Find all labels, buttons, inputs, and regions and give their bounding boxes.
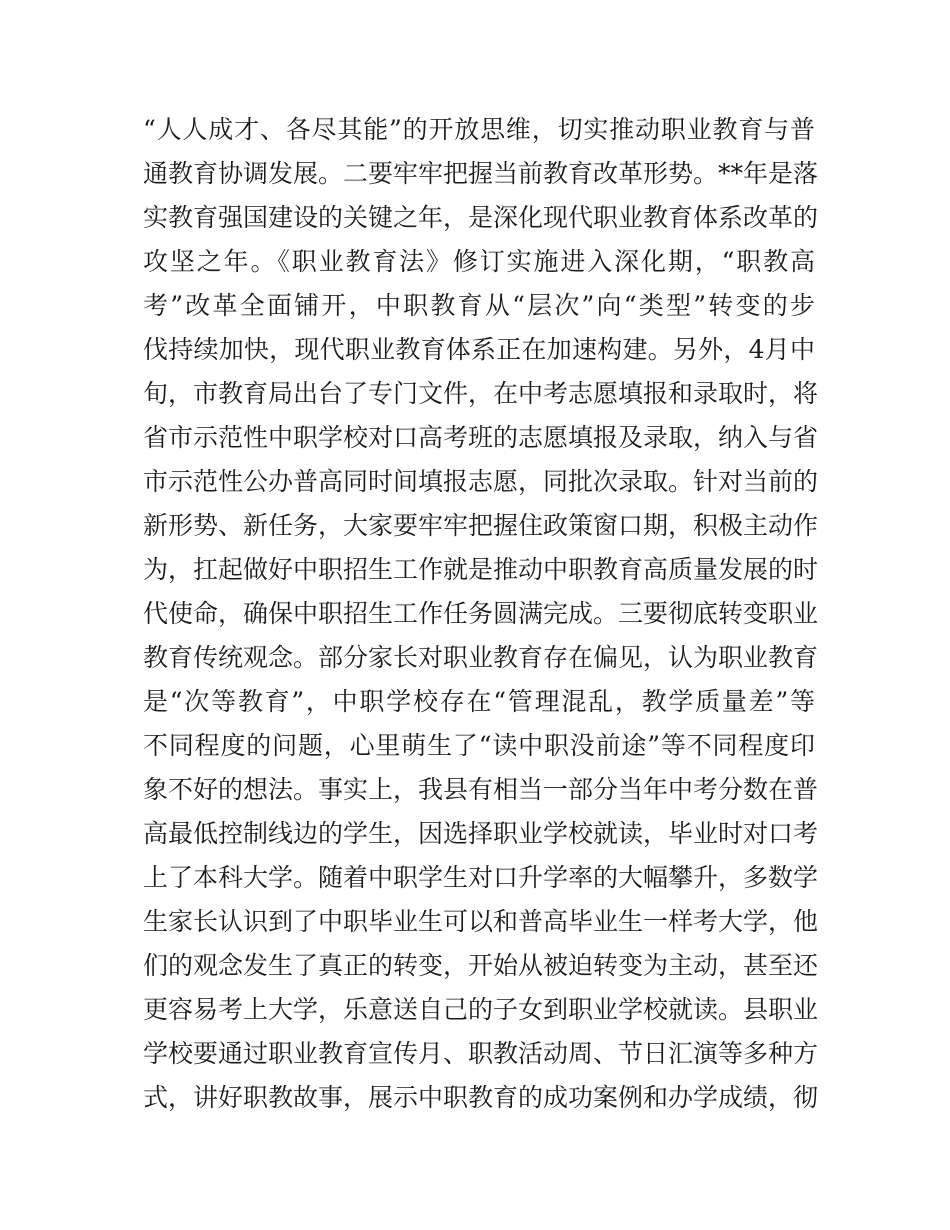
text-line-13: 教育传统观念。部分家长对职业教育存在偏见，认为职业教育 [143, 643, 819, 672]
body-paragraph [143, 108, 819, 1120]
text-line-22: 学校要通过职业教育宣传月、职教活动周、节日汇演等多种方 [143, 1039, 819, 1068]
text-line-5: 考”改革全面铺开，中职教育从“层次”向“类型”转变的步 [143, 291, 815, 320]
text-line-6: 伐持续加快，现代职业教育体系正在加速构建。另外，4月中 [143, 335, 815, 364]
text-line-14: 是“次等教育”，中职学校存在“管理混乱，教学质量差”等 [143, 687, 815, 716]
text-line-9: 市示范性公办普高同时间填报志愿，同批次录取。针对当前的 [143, 467, 819, 496]
text-line-15: 不同程度的问题，心里萌生了“读中职没前途”等不同程度印 [143, 731, 815, 760]
text-line-20: 们的观念发生了真正的转变，开始从被迫转变为主动，甚至还 [143, 951, 819, 980]
text-line-11: 为，扛起做好中职招生工作就是推动中职教育高质量发展的时 [143, 555, 819, 584]
text-line-4: 攻坚之年。《职业教育法》修订实施进入深化期，“职教高 [143, 247, 815, 276]
text-line-17: 高最低控制线边的学生，因选择职业学校就读，毕业时对口考 [143, 819, 819, 848]
text-line-23: 式，讲好职教故事，展示中职教育的成功案例和办学成绩，彻 [143, 1083, 819, 1112]
text-line-7: 旬，市教育局出台了专门文件，在中考志愿填报和录取时，将 [143, 379, 819, 408]
text-line-19: 生家长认识到了中职毕业生可以和普高毕业生一样考大学，他 [143, 907, 819, 936]
text-line-12: 代使命，确保中职招生工作任务圆满完成。三要彻底转变职业 [143, 599, 819, 628]
text-line-3: 实教育强国建设的关键之年，是深化现代职业教育体系改革的 [143, 203, 819, 232]
text-line-1: “人人成才、各尽其能”的开放思维，切实推动职业教育与普 [143, 115, 815, 144]
text-line-10: 新形势、新任务，大家要牢牢把握住政策窗口期，积极主动作 [143, 511, 819, 540]
text-line-16: 象不好的想法。事实上，我县有相当一部分当年中考分数在普 [143, 775, 819, 804]
text-line-21: 更容易考上大学，乐意送自己的子女到职业学校就读。县职业 [143, 995, 819, 1024]
text-line-8: 省市示范性中职学校对口高考班的志愿填报及录取，纳入与省 [143, 423, 819, 452]
text-line-2: 通教育协调发展。二要牢牢把握当前教育改革形势。**年是落 [143, 159, 819, 188]
text-line-18: 上了本科大学。随着中职学生对口升学率的大幅攀升，多数学 [143, 863, 819, 892]
